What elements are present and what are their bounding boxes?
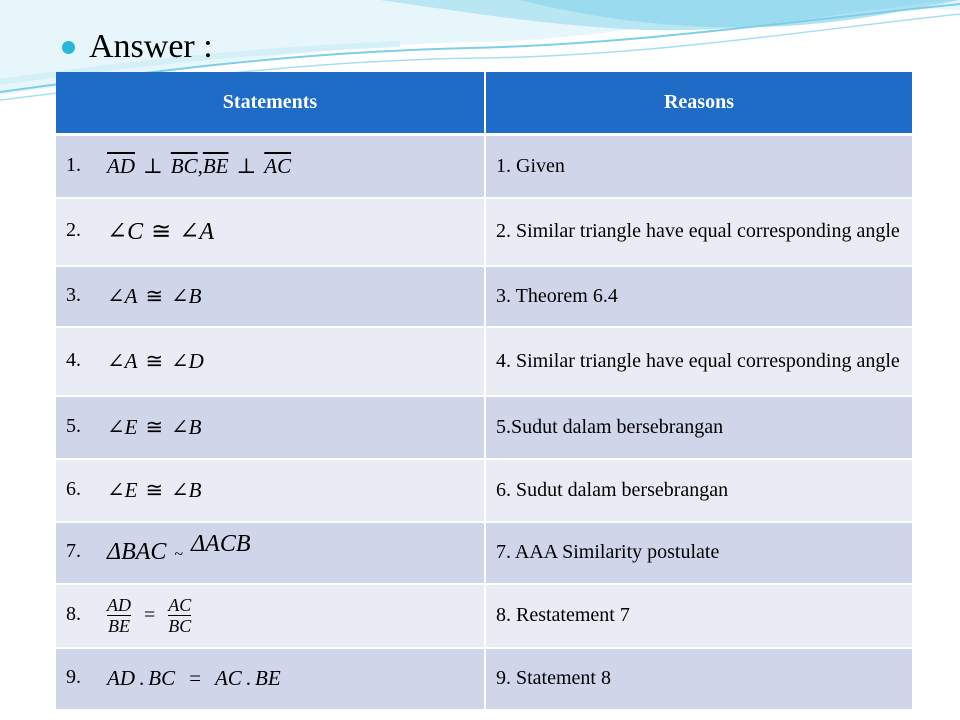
reason-cell: 5.Sudut dalam bersebrangan — [485, 396, 912, 459]
row-number: 3. — [66, 283, 81, 306]
reason-cell: 1. Given — [485, 135, 912, 198]
statement-math: ∠C ≅ ∠A — [107, 219, 215, 245]
statement-cell — [56, 396, 485, 459]
column-header-statements: Statements — [56, 72, 485, 135]
reason-cell: 3. Theorem 6.4 — [485, 266, 912, 327]
row-number: 8. — [66, 603, 81, 626]
statement-math: ∠E ≅ ∠B — [107, 477, 202, 502]
statement-cell — [56, 522, 485, 584]
table-row — [56, 266, 912, 327]
fraction-ad-be: $\frac{AD}{BE}$ — [107, 595, 131, 636]
statement-math: $\overline{AD}$ ⊥ $\overline{BC},\overline{BE}$ ⊥ $\overline{AC}$ — [107, 153, 292, 178]
row-number: 9. — [66, 666, 81, 689]
reason-cell: 6. Sudut dalam bersebrangan — [485, 459, 912, 522]
reason-cell: 2. Similar triangle have equal corresponding angle — [485, 198, 912, 266]
table-row — [56, 327, 912, 396]
statement-math: ∠E ≅ ∠B — [107, 414, 202, 439]
proof-table — [56, 72, 912, 711]
table-row — [56, 198, 912, 266]
table-row — [56, 135, 912, 198]
statement-cell — [56, 198, 485, 266]
reason-cell: 8. Restatement 7 — [485, 584, 912, 648]
bullet-icon — [62, 41, 75, 54]
statement-cell — [56, 648, 485, 710]
table-header-row — [56, 72, 912, 135]
equals-sign: = — [144, 604, 156, 626]
statement-cell — [56, 459, 485, 522]
column-header-reasons: Reasons — [485, 72, 912, 135]
table-row — [56, 522, 912, 584]
statement-cell — [56, 266, 485, 327]
statement-math: ∠A ≅ ∠D — [107, 348, 204, 373]
statement-cell — [56, 327, 485, 396]
row-number: 4. — [66, 348, 81, 371]
slide-title: Answer : — [89, 28, 213, 65]
row-number: 2. — [66, 219, 81, 242]
statement-math: ∠A ≅ ∠B — [107, 283, 202, 308]
table-row — [56, 648, 912, 710]
table-row — [56, 459, 912, 522]
title-row — [62, 28, 213, 66]
statement-cell — [56, 584, 485, 648]
reason-cell: 9. Statement 8 — [485, 648, 912, 710]
reason-cell: 7. AAA Similarity postulate — [485, 522, 912, 584]
fraction-ac-bc: $\frac{AC}{BC}$ — [168, 595, 192, 636]
row-number: 7. — [66, 540, 81, 563]
table-row — [56, 396, 912, 459]
statement-cell — [56, 135, 485, 198]
row-number: 1. — [66, 153, 81, 176]
reason-cell: 4. Similar triangle have equal corresponding angle — [485, 327, 912, 396]
statement-math: AD . BC = AC . BE — [107, 666, 281, 690]
row-number: 5. — [66, 414, 81, 437]
row-number: 6. — [66, 477, 81, 500]
table-row — [56, 584, 912, 648]
statement-math: ΔBAC ~ ΔACB — [107, 531, 251, 565]
